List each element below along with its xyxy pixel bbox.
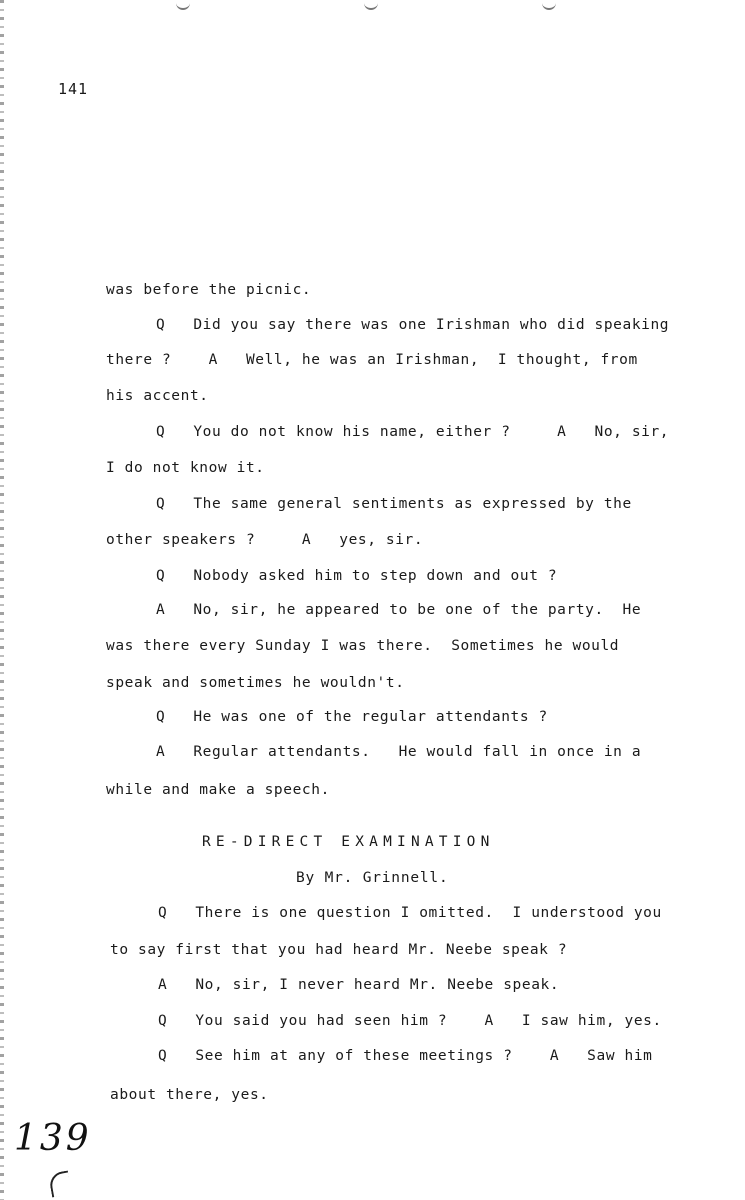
text-line: Q You do not know his name, either ? A No, sir,: [156, 424, 670, 440]
text-line: was before the picnic.: [106, 282, 312, 298]
text-line: his accent.: [106, 388, 209, 404]
text-line: Q See him at any of these meetings ? A Saw him: [158, 1048, 653, 1064]
text-line: there ? A Well, he was an Irishman, I thought, from: [106, 352, 638, 368]
text-line: A No, sir, I never heard Mr. Neebe speak.: [158, 977, 560, 993]
top-scan-mark: [364, 0, 378, 10]
text-line: Q Did you say there was one Irishman who did speaking: [156, 317, 670, 333]
text-line: Q He was one of the regular attendants ?: [156, 709, 548, 725]
page-number: 141: [58, 80, 89, 98]
scanned-left-edge: [0, 0, 4, 1200]
text-line: speak and sometimes he wouldn't.: [106, 675, 405, 691]
text-line: A Regular attendants. He would fall in once in a: [156, 744, 642, 760]
text-line: Q Nobody asked him to step down and out ?: [156, 568, 558, 584]
top-scan-mark: [542, 0, 556, 10]
text-line: about there, yes.: [110, 1087, 269, 1103]
section-byline: By Mr. Grinnell.: [296, 870, 449, 886]
text-line: was there every Sunday I was there. Sometimes he would: [106, 638, 620, 654]
text-line: I do not know it.: [106, 460, 265, 476]
handwritten-mark: [48, 1170, 72, 1197]
text-line: while and make a speech.: [106, 782, 330, 798]
top-scan-mark: [176, 0, 190, 10]
text-line: other speakers ? A yes, sir.: [106, 532, 424, 548]
handwritten-page-number: 139: [14, 1118, 92, 1159]
text-line: A No, sir, he appeared to be one of the party. He: [156, 602, 642, 618]
text-line: to say first that you had heard Mr. Neebe speak ?: [110, 942, 568, 958]
text-line: Q The same general sentiments as expressed by the: [156, 496, 632, 512]
section-heading: RE-DIRECT EXAMINATION: [202, 834, 495, 850]
text-line: Q You said you had seen him ? A I saw him, yes.: [158, 1013, 662, 1029]
text-line: Q There is one question I omitted. I understood you: [158, 905, 662, 921]
